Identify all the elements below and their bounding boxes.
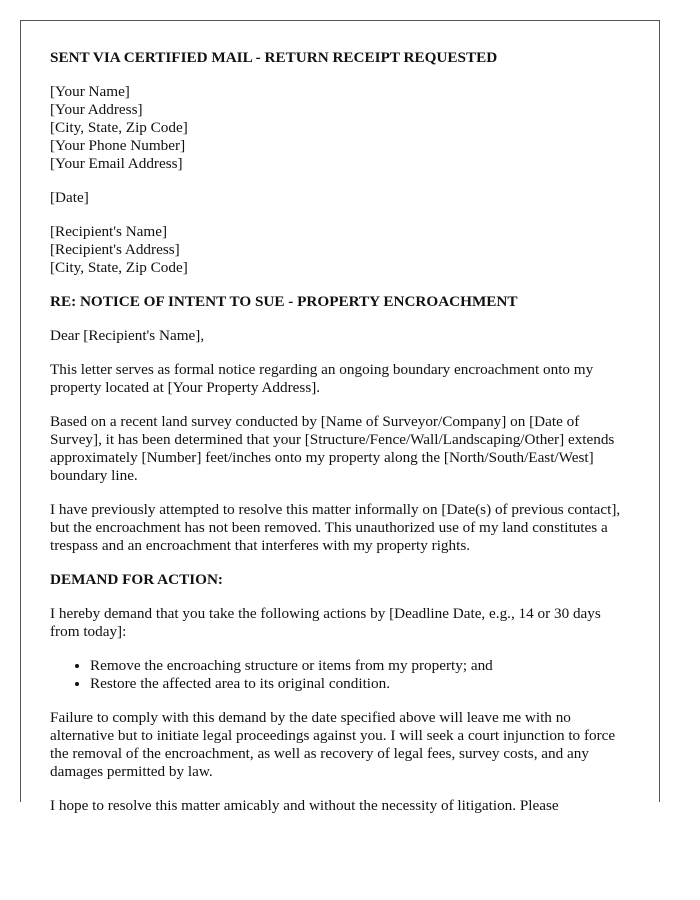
recipient-city-state-zip: [City, State, Zip Code] bbox=[50, 259, 188, 276]
sender-city-state-zip: [City, State, Zip Code] bbox=[50, 119, 188, 136]
recipient-address: [Recipient's Address] bbox=[50, 241, 180, 258]
demand-item-remove: • Remove the encroaching structure or items from my property; and bbox=[90, 657, 630, 675]
sender-address: [Your Address] bbox=[50, 101, 143, 118]
demand-intro: I hereby demand that you take the following actions by [Deadline Date, e.g., 14 or 30 days from today]: bbox=[50, 605, 601, 640]
demand-item-restore: • Restore the affected area to its original condition. bbox=[90, 675, 630, 693]
delivery-notice: SENT VIA CERTIFIED MAIL - RETURN RECEIPT REQUESTED bbox=[50, 49, 498, 66]
sender-name: [Your Name] bbox=[50, 83, 130, 100]
sender-address-block bbox=[50, 83, 630, 173]
body-paragraph-closing-partial: I hope to resolve this matter amicably and without the necessity of litigation. Please bbox=[50, 797, 559, 814]
body-paragraph-consequences: Failure to comply with this demand by the date specified above will leave me with no alternative but to initiate legal proceedings against you. I will seek a court injunction to force the removal of the encroachment, as well as recovery of legal fees, survey costs, and any damages permitted by law. bbox=[50, 709, 616, 780]
body-paragraph-notice: This letter serves as formal notice regarding an ongoing boundary encroachment onto my property located at [Your Property Address]. bbox=[50, 361, 594, 396]
body-paragraph-previous-attempts: I have previously attempted to resolve this matter informally on [Date(s) of previous contact], but the encroachment has not been removed. This unauthorized use of my land constitutes a trespass and an encroachment that interferes with my property rights. bbox=[50, 501, 621, 554]
sender-phone: [Your Phone Number] bbox=[50, 137, 186, 154]
recipient-name: [Recipient's Name] bbox=[50, 223, 168, 240]
recipient-address-block bbox=[50, 223, 630, 277]
letter-page bbox=[20, 20, 660, 814]
sender-email: [Your Email Address] bbox=[50, 155, 183, 172]
demand-heading: DEMAND FOR ACTION: bbox=[50, 571, 223, 588]
subject-line: RE: NOTICE OF INTENT TO SUE - PROPERTY ENCROACHMENT bbox=[50, 293, 518, 310]
salutation: Dear [Recipient's Name], bbox=[50, 327, 205, 344]
letter-content bbox=[21, 21, 659, 815]
letter-date: [Date] bbox=[50, 189, 89, 206]
demand-list bbox=[50, 657, 630, 693]
body-paragraph-survey: Based on a recent land survey conducted by [Name of Surveyor/Company] on [Date of Survey], it has been determined that your [Structure/Fence/Wall/Landscaping/Other] extends approximately [Number] feet/inches onto my property along the [North/South/East/West] boundary line. bbox=[50, 413, 615, 484]
